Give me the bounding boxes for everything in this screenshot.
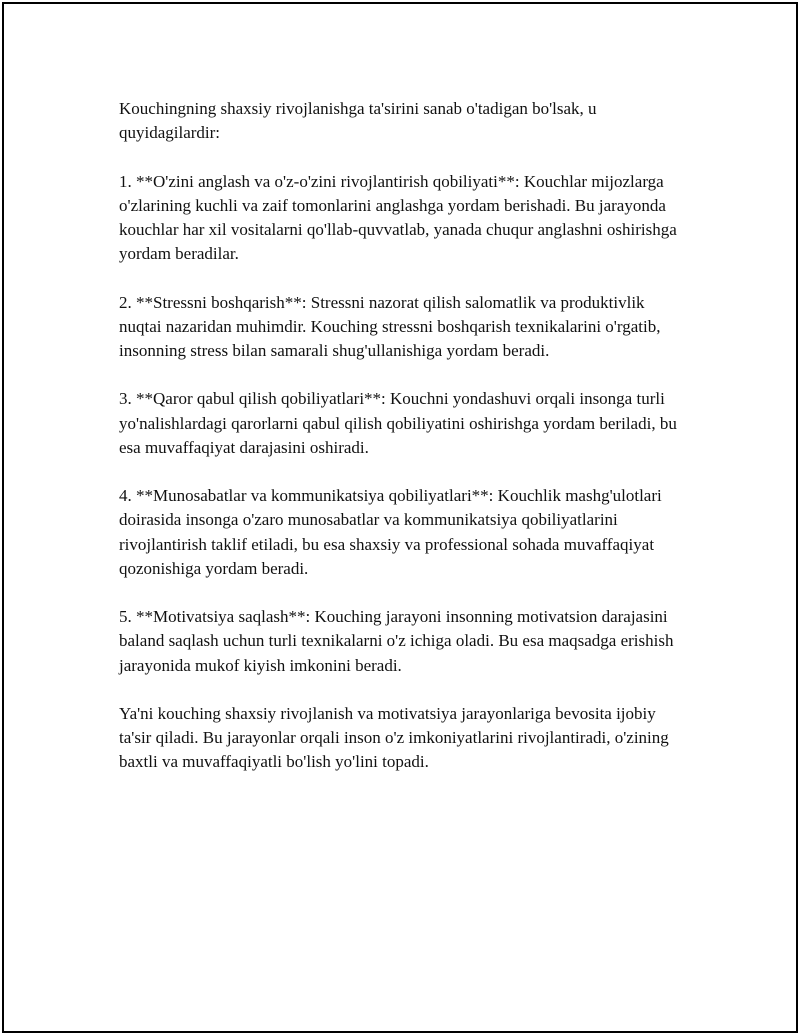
- item-number: 5.: [119, 607, 132, 627]
- list-item: [119, 291, 679, 364]
- item-heading: **Motivatsiya saqlash**:: [136, 607, 311, 627]
- item-body: Kouching jarayoni insonning motivatsion darajasini baland saqlash uchun turli texnikalarni o'z ichiga oladi. Bu esa maqsadga erishish jarayonida mukof kiyish imkonini beradi.: [119, 607, 674, 675]
- item-heading: **Qaror qabul qilish qobiliyatlari**:: [136, 389, 386, 409]
- item-body: Kouchlar mijozlarga o'zlarining kuchli va zaif tomonlarini anglashga yordam berishadi. Bu jarayonda kouchlar har xil vositalarni qo'llab-quvvatlab, yanada chuqur anglashni oshirishga yordam beradilar.: [119, 171, 677, 264]
- list-item: [119, 387, 679, 460]
- item-heading: **Munosabatlar va kommunikatsiya qobiliyatlari**:: [136, 486, 494, 506]
- list-item: [119, 170, 679, 267]
- item-number: 1.: [119, 171, 132, 191]
- item-body: Kouchni yondashuvi orqali insonga turli yo'nalishlardagi qarorlarni qabul qilish qobiliyatini oshirishga yordam beriladi, bu esa muvaffaqiyat darajasini oshiradi.: [119, 389, 677, 457]
- list-item: [119, 605, 679, 678]
- item-body: Kouchlik mashg'ulotlari doirasida insonga o'zaro munosabatlar va kommunikatsiya qobiliyatlarini rivojlantirish taklif etiladi, bu esa shaxsiy va professional sohada muvaffaqiyat qozonishiga yordam beradi.: [119, 486, 662, 578]
- intro-paragraph: Kouchingning shaxsiy rivojlanishga ta'sirini sanab o'tadigan bo'lsak, u quyidagilardir:: [119, 99, 597, 143]
- conclusion-paragraph: Ya'ni kouching shaxsiy rivojlanish va motivatsiya jarayonlariga bevosita ijobiy ta'sir qiladi. Bu jarayonlar orqali inson o'z imkoniyatlarini rivojlantiradi, o'zining baxtli va muvaffaqiyatli bo'lish yo'lini topadi.: [119, 703, 669, 772]
- item-number: 4.: [119, 486, 132, 506]
- item-number: 2.: [119, 292, 132, 312]
- item-number: 3.: [119, 389, 132, 409]
- document-body: [119, 97, 679, 775]
- item-heading: **O'zini anglash va o'z-o'zini rivojlantirish qobiliyati**:: [136, 171, 520, 191]
- list-item: [119, 484, 679, 581]
- item-body: Stressni nazorat qilish salomatlik va produktivlik nuqtai nazaridan muhimdir. Kouching stressni boshqarish texnikalarini o'rgatib, insonning stress bilan samarali shug'ullanishiga yordam beradi.: [119, 292, 661, 360]
- item-heading: **Stressni boshqarish**:: [136, 292, 307, 312]
- document-page: [2, 2, 798, 1033]
